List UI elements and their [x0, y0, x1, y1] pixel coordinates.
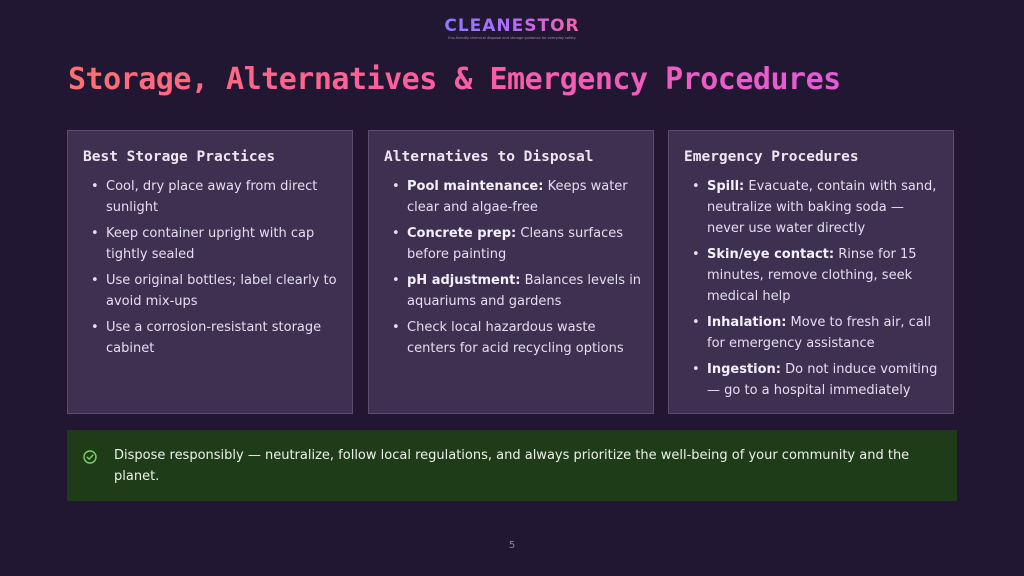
card-alternatives — [368, 130, 654, 414]
card-emergency — [668, 130, 954, 414]
list-item: • Pool maintenance: Keeps water clear and algae-free — [384, 176, 643, 218]
list-item: • Spill: Evacuate, contain with sand, neutralize with baking soda — never use water directly — [684, 176, 943, 239]
callout-banner — [67, 430, 957, 501]
brand-name: CLEANESTOR — [444, 16, 580, 36]
list-item: • Keep container upright with cap tightly sealed — [83, 223, 342, 265]
banner-text: Dispose responsibly — neutralize, follow local regulations, and always prioritize the well-being of your community and the planet. — [114, 448, 910, 484]
brand-tagline: Eco-friendly chemical disposal and storage guidance for everyday safety — [448, 36, 576, 40]
list-item: • Cool, dry place away from direct sunlight — [83, 176, 342, 218]
card-heading: Best Storage Practices — [83, 149, 276, 165]
check-circle-icon — [83, 449, 97, 463]
list-item: • Use a corrosion-resistant storage cabinet — [83, 317, 342, 359]
card-heading: Alternatives to Disposal — [384, 149, 594, 165]
card-list — [384, 176, 643, 364]
brand-logo — [0, 16, 1024, 41]
card-storage — [67, 130, 353, 414]
card-list — [684, 176, 943, 406]
list-item: • Ingestion: Do not induce vomiting — go to a hospital immediately — [684, 359, 943, 401]
list-item: • Check local hazardous waste centers for acid recycling options — [384, 317, 643, 359]
list-item: • Skin/eye contact: Rinse for 15 minutes, remove clothing, seek medical help — [684, 244, 943, 307]
page-number: 5 — [508, 540, 516, 551]
list-item: • Concrete prep: Cleans surfaces before painting — [384, 223, 643, 265]
slide-title: Storage, Alternatives & Emergency Procedures — [68, 62, 841, 97]
card-heading: Emergency Procedures — [684, 149, 859, 165]
list-item: • Inhalation: Move to fresh air, call for emergency assistance — [684, 312, 943, 354]
list-item: • Use original bottles; label clearly to avoid mix-ups — [83, 270, 342, 312]
card-list — [83, 176, 342, 364]
list-item: • pH adjustment: Balances levels in aquariums and gardens — [384, 270, 643, 312]
